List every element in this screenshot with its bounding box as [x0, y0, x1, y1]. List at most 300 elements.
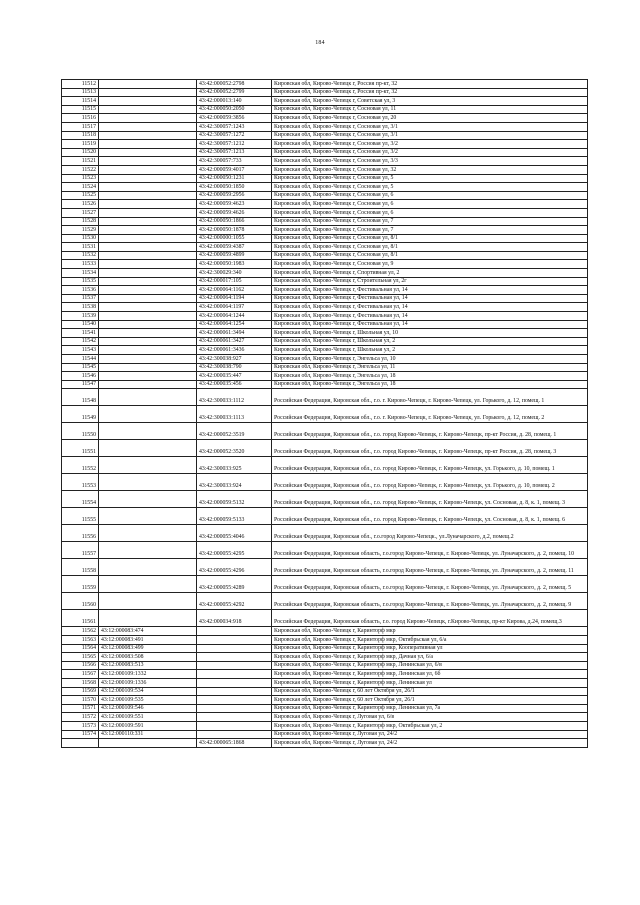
- old-cadastral-number-cell: 43:12:000109:551: [99, 713, 197, 722]
- row-number-cell: 11526: [62, 200, 99, 209]
- table-row: [62, 474, 588, 491]
- old-cadastral-number-cell: 43:12:000109:535: [99, 696, 197, 705]
- old-cadastral-number-cell: [99, 559, 197, 576]
- table-row: [62, 80, 588, 89]
- row-number-cell: 11553: [62, 474, 99, 491]
- cadastral-number-cell: [197, 713, 272, 722]
- old-cadastral-number-cell: [99, 251, 197, 260]
- row-number-cell: 11531: [62, 243, 99, 252]
- row-number-cell: 11527: [62, 208, 99, 217]
- row-number-cell: 11544: [62, 355, 99, 364]
- address-cell: Кировская обл, Кирово-Чепецк г, Сосновая ул, 5: [272, 183, 588, 192]
- row-number-cell: 11565: [62, 653, 99, 662]
- address-cell: Российская Федерация, Кировская обл., г.о. г. Кирово-Чепецк, г. Кирово-Чепецк, ул. Горького, д. 12, помещ. 1: [272, 389, 588, 406]
- row-number-cell: 11516: [62, 114, 99, 123]
- address-cell: Кировская обл, Кирово-Чепецк г, Фестивальная ул, 14: [272, 320, 588, 329]
- row-number-cell: 11559: [62, 576, 99, 593]
- row-number-cell: 11523: [62, 174, 99, 183]
- table-row: [62, 200, 588, 209]
- row-number-cell: 11547: [62, 380, 99, 389]
- table-row: [62, 286, 588, 295]
- old-cadastral-number-cell: [99, 329, 197, 338]
- row-number-cell: 11570: [62, 696, 99, 705]
- table-row: [62, 704, 588, 713]
- cadastral-number-cell: [197, 704, 272, 713]
- cadastral-number-cell: 43:42:000050:1866: [197, 217, 272, 226]
- row-number-cell: 11530: [62, 234, 99, 243]
- cadastral-number-cell: 43:42:000055:4296: [197, 559, 272, 576]
- old-cadastral-number-cell: [99, 312, 197, 321]
- cadastral-number-cell: 43:42:000059:5133: [197, 508, 272, 525]
- cadastral-number-cell: 43:42:000013:140: [197, 97, 272, 106]
- cadastral-number-cell: [197, 730, 272, 739]
- address-cell: Кировская обл, Кирово-Чепецк г, Луговая ул, 24/2: [272, 739, 588, 748]
- address-cell: Кировская обл, Кирово-Чепецк г, Фестивальная ул, 14: [272, 303, 588, 312]
- old-cadastral-number-cell: [99, 294, 197, 303]
- address-cell: Кировская обл, Кирово-Чепецк г, Спортивная ул, 2: [272, 269, 588, 278]
- address-cell: Кировская обл, Кирово-Чепецк г, Сосновая ул, 3/2: [272, 140, 588, 149]
- old-cadastral-number-cell: [99, 286, 197, 295]
- table-row: [62, 131, 588, 140]
- address-cell: Кировская обл, Кирово-Чепецк г, Сосновая ул, 3/1: [272, 122, 588, 131]
- address-cell: Кировская обл, Кирово-Чепецк г, Луговая ул, 6/в: [272, 713, 588, 722]
- table-row: [62, 389, 588, 406]
- table-row: [62, 337, 588, 346]
- cadastral-number-cell: 43:42:300033:925: [197, 457, 272, 474]
- row-number-cell: 11517: [62, 122, 99, 131]
- table-row: [62, 696, 588, 705]
- address-cell: Кировская обл, Кирово-Чепецк г, Советская ул, 3: [272, 97, 588, 106]
- cadastral-number-cell: 43:42:000059:4899: [197, 251, 272, 260]
- row-number-cell: 11541: [62, 329, 99, 338]
- table-row: [62, 346, 588, 355]
- address-cell: Кировская обл, Кирово-Чепецк г, Сосновая ул, 3/3: [272, 157, 588, 166]
- row-number-cell: 11521: [62, 157, 99, 166]
- table-row: [62, 372, 588, 381]
- old-cadastral-number-cell: 43:12:000109:1336: [99, 678, 197, 687]
- old-cadastral-number-cell: [99, 363, 197, 372]
- row-number-cell: 11540: [62, 320, 99, 329]
- table-row: [62, 670, 588, 679]
- table-row: [62, 678, 588, 687]
- old-cadastral-number-cell: [99, 372, 197, 381]
- row-number-cell: 11568: [62, 678, 99, 687]
- cadastral-number-cell: 43:42:000035:456: [197, 380, 272, 389]
- cadastral-number-cell: 43:42:000059:2956: [197, 191, 272, 200]
- table-row: [62, 148, 588, 157]
- old-cadastral-number-cell: [99, 97, 197, 106]
- table-row: [62, 661, 588, 670]
- table-row: [62, 423, 588, 440]
- old-cadastral-number-cell: [99, 474, 197, 491]
- cadastral-number-cell: [197, 661, 272, 670]
- address-cell: Российская Федерация, Кировская область, г.о.город Кирово-Чепецк, г. Кирово-Чепецк, ул. Луначарского, д. 2, помещ. 5: [272, 576, 588, 593]
- table-row: [62, 730, 588, 739]
- table-row: [62, 208, 588, 217]
- row-number-cell: 11561: [62, 610, 99, 627]
- row-number-cell: 11556: [62, 525, 99, 542]
- row-number-cell: 11528: [62, 217, 99, 226]
- row-number-cell: 11518: [62, 131, 99, 140]
- row-number-cell: 11552: [62, 457, 99, 474]
- cadastral-number-cell: [197, 653, 272, 662]
- cadastral-number-cell: [197, 721, 272, 730]
- address-cell: Российская Федерация, Кировская обл., г.о.город Кирово-Чепецк., ул.Луначарского, д.2, помещ.2: [272, 525, 588, 542]
- address-cell: Кировская обл, Кирово-Чепецк г, Сосновая ул, 3/1: [272, 131, 588, 140]
- cadastral-number-cell: 43:42:300033:1112: [197, 389, 272, 406]
- row-number-cell: 11513: [62, 88, 99, 97]
- table-row: [62, 491, 588, 508]
- old-cadastral-number-cell: [99, 131, 197, 140]
- table-row: [62, 635, 588, 644]
- old-cadastral-number-cell: [99, 226, 197, 235]
- cadastral-number-cell: 43:42:000059:5132: [197, 491, 272, 508]
- old-cadastral-number-cell: [99, 157, 197, 166]
- address-cell: Кировская обл, Кирово-Чепецк г, Каринторф мкр, Ленинская ул, 7а: [272, 704, 588, 713]
- address-cell: Кировская обл, Кирово-Чепецк г, Школьная ул, 10: [272, 329, 588, 338]
- row-number-cell: 11545: [62, 363, 99, 372]
- table-row: [62, 226, 588, 235]
- cadastral-number-cell: [197, 670, 272, 679]
- old-cadastral-number-cell: [99, 243, 197, 252]
- cadastral-number-cell: [197, 678, 272, 687]
- address-cell: Кировская обл, Кирово-Чепецк г, 60 лет Октября ул, 26/1: [272, 687, 588, 696]
- table-row: [62, 312, 588, 321]
- old-cadastral-number-cell: [99, 346, 197, 355]
- old-cadastral-number-cell: [99, 389, 197, 406]
- row-number-cell: 11567: [62, 670, 99, 679]
- old-cadastral-number-cell: [99, 217, 197, 226]
- cadastral-number-cell: 43:42:300057:733: [197, 157, 272, 166]
- cadastral-number-cell: 43:42:000061:3494: [197, 329, 272, 338]
- cadastral-number-cell: 43:42:300057:1212: [197, 140, 272, 149]
- old-cadastral-number-cell: 43:12:000083:513: [99, 661, 197, 670]
- old-cadastral-number-cell: [99, 457, 197, 474]
- old-cadastral-number-cell: [99, 208, 197, 217]
- cadastral-number-cell: [197, 687, 272, 696]
- address-cell: Кировская обл, Кирово-Чепецк г, Энгельса ул, 10: [272, 355, 588, 364]
- old-cadastral-number-cell: 43:12:000109:591: [99, 721, 197, 730]
- table-row: [62, 525, 588, 542]
- old-cadastral-number-cell: [99, 303, 197, 312]
- old-cadastral-number-cell: [99, 440, 197, 457]
- cadastral-number-cell: 43:42:000000:1055: [197, 234, 272, 243]
- row-number-cell: 11562: [62, 627, 99, 636]
- old-cadastral-number-cell: [99, 337, 197, 346]
- row-number-cell: 11542: [62, 337, 99, 346]
- cadastral-number-cell: 43:42:000059:4626: [197, 208, 272, 217]
- cadastral-number-cell: 43:42:000059:4387: [197, 243, 272, 252]
- table-row: [62, 406, 588, 423]
- table-row: [62, 243, 588, 252]
- registry-table: [61, 79, 588, 748]
- address-cell: Кировская обл, Кирово-Чепецк г, Сосновая ул, 5: [272, 174, 588, 183]
- table-row: [62, 687, 588, 696]
- old-cadastral-number-cell: [99, 542, 197, 559]
- table-row: [62, 542, 588, 559]
- table-row: [62, 303, 588, 312]
- old-cadastral-number-cell: [99, 234, 197, 243]
- table-row: [62, 251, 588, 260]
- row-number-cell: 11533: [62, 260, 99, 269]
- table-row: [62, 140, 588, 149]
- address-cell: Кировская обл, Кирово-Чепецк г, Энгельса ул, 18: [272, 380, 588, 389]
- table-row: [62, 508, 588, 525]
- table-row: [62, 97, 588, 106]
- table-row: [62, 440, 588, 457]
- table-row: [62, 165, 588, 174]
- row-number-cell: 11571: [62, 704, 99, 713]
- cadastral-number-cell: 43:42:000052:2799: [197, 88, 272, 97]
- cadastral-number-cell: 43:42:300033:1113: [197, 406, 272, 423]
- old-cadastral-number-cell: [99, 191, 197, 200]
- address-cell: Кировская обл, Кирово-Чепецк г, Каринторф мкр, Ленинская ул, 6/в: [272, 661, 588, 670]
- old-cadastral-number-cell: [99, 610, 197, 627]
- cadastral-number-cell: 43:42:000050:1878: [197, 226, 272, 235]
- old-cadastral-number-cell: [99, 114, 197, 123]
- old-cadastral-number-cell: [99, 165, 197, 174]
- cadastral-number-cell: 43:42:000055:4295: [197, 542, 272, 559]
- table-row: [62, 457, 588, 474]
- table-row: [62, 122, 588, 131]
- table-row: [62, 380, 588, 389]
- old-cadastral-number-cell: [99, 200, 197, 209]
- row-number-cell: 11563: [62, 635, 99, 644]
- old-cadastral-number-cell: [99, 423, 197, 440]
- row-number-cell: 11520: [62, 148, 99, 157]
- row-number-cell: 11522: [62, 165, 99, 174]
- cadastral-number-cell: 43:42:000061:3427: [197, 337, 272, 346]
- cadastral-number-cell: 43:42:300057:1213: [197, 148, 272, 157]
- row-number-cell: 11554: [62, 491, 99, 508]
- cadastral-number-cell: 43:42:000050:1231: [197, 174, 272, 183]
- cadastral-number-cell: 43:42:300057:1272: [197, 131, 272, 140]
- cadastral-number-cell: 43:42:000055:4292: [197, 593, 272, 610]
- address-cell: Российская Федерация, Кировская обл., г.о. город Кирово-Чепецк, г. Кирово-Чепецк, ул. Горького, д. 10, помещ. 2: [272, 474, 588, 491]
- row-number-cell: 11532: [62, 251, 99, 260]
- cadastral-number-cell: 43:42:000059:4017: [197, 165, 272, 174]
- address-cell: Кировская обл, Кирово-Чепецк г, Сосновая ул, 8/1: [272, 251, 588, 260]
- address-cell: Кировская обл, Кирово-Чепецк г, Школьная ул, 2: [272, 346, 588, 355]
- old-cadastral-number-cell: [99, 525, 197, 542]
- row-number-cell: 11515: [62, 105, 99, 114]
- address-cell: Кировская обл, Кирово-Чепецк г, 60 лет Октября ул, 26/1: [272, 696, 588, 705]
- table-row: [62, 653, 588, 662]
- cadastral-number-cell: 43:42:000017:105: [197, 277, 272, 286]
- row-number-cell: 11525: [62, 191, 99, 200]
- cadastral-number-cell: 43:42:000052:2798: [197, 80, 272, 89]
- old-cadastral-number-cell: [99, 491, 197, 508]
- table-row: [62, 174, 588, 183]
- old-cadastral-number-cell: 43:12:000083:499: [99, 644, 197, 653]
- old-cadastral-number-cell: [99, 593, 197, 610]
- address-cell: Кировская обл, Кирово-Чепецк г, Каринторф мкр: [272, 627, 588, 636]
- address-cell: Кировская обл, Кирово-Чепецк г, Луговая ул, 24/2: [272, 730, 588, 739]
- old-cadastral-number-cell: [99, 260, 197, 269]
- address-cell: Кировская обл, Кирово-Чепецк г, Россия пр-кт, 32: [272, 80, 588, 89]
- address-cell: Кировская обл, Кирово-Чепецк г, Каринторф мкр, Ленинская ул, 6б: [272, 670, 588, 679]
- old-cadastral-number-cell: [99, 105, 197, 114]
- address-cell: Кировская обл, Кирово-Чепецк г, Сосновая ул, 6: [272, 208, 588, 217]
- old-cadastral-number-cell: [99, 355, 197, 364]
- address-cell: Кировская обл, Кирово-Чепецк г, Фестивальная ул, 14: [272, 312, 588, 321]
- row-number-cell: 11519: [62, 140, 99, 149]
- address-cell: Кировская обл, Кирово-Чепецк г, Сосновая ул, 3/2: [272, 148, 588, 157]
- cadastral-number-cell: 43:42:300033:924: [197, 474, 272, 491]
- address-cell: Кировская обл, Кирово-Чепецк г, Сосновая ул, 9: [272, 260, 588, 269]
- address-cell: Российская Федерация, Кировская обл., г.о. город Кирово-Чепецк, г. Кирово-Чепецк, ул. Сосновая, д. 8, к. 1, помещ. 3: [272, 491, 588, 508]
- address-cell: Кировская обл, Кирово-Чепецк г, Школьная ул, 2: [272, 337, 588, 346]
- cadastral-number-cell: 43:42:300038:927: [197, 355, 272, 364]
- table-row: [62, 217, 588, 226]
- old-cadastral-number-cell: [99, 174, 197, 183]
- table-row: [62, 610, 588, 627]
- address-cell: Кировская обл, Кирово-Чепецк г, Энгельса ул, 11: [272, 363, 588, 372]
- row-number-cell: 11550: [62, 423, 99, 440]
- address-cell: Кировская обл, Кирово-Чепецк г, Сосновая ул, 8/1: [272, 234, 588, 243]
- table-row: [62, 559, 588, 576]
- table-row: [62, 363, 588, 372]
- old-cadastral-number-cell: [99, 88, 197, 97]
- cadastral-number-cell: 43:42:000050:1850: [197, 183, 272, 192]
- table-row: [62, 191, 588, 200]
- table-row: [62, 260, 588, 269]
- cadastral-number-cell: 43:42:300038:790: [197, 363, 272, 372]
- row-number-cell: 11558: [62, 559, 99, 576]
- table-row: [62, 355, 588, 364]
- address-cell: Кировская обл, Кирово-Чепецк г, Каринторф мкр, Кооперативная ул: [272, 644, 588, 653]
- row-number-cell: 11546: [62, 372, 99, 381]
- old-cadastral-number-cell: 43:12:000083:508: [99, 653, 197, 662]
- old-cadastral-number-cell: [99, 80, 197, 89]
- address-cell: Кировская обл, Кирово-Чепецк г, Фестивальная ул, 14: [272, 286, 588, 295]
- row-number-cell: 11551: [62, 440, 99, 457]
- address-cell: Кировская обл, Кирово-Чепецк г, Фестивальная ул, 14: [272, 294, 588, 303]
- table-row: [62, 721, 588, 730]
- cadastral-number-cell: [197, 635, 272, 644]
- table-row: [62, 739, 588, 748]
- row-number-cell: 11534: [62, 269, 99, 278]
- cadastral-number-cell: 43:42:000035:447: [197, 372, 272, 381]
- old-cadastral-number-cell: [99, 277, 197, 286]
- old-cadastral-number-cell: [99, 269, 197, 278]
- cadastral-number-cell: 43:42:000052:3519: [197, 423, 272, 440]
- row-number-cell: 11536: [62, 286, 99, 295]
- cadastral-number-cell: 43:42:300057:1243: [197, 122, 272, 131]
- address-cell: Кировская обл, Кирово-Чепецк г, Сосновая ул, 32: [272, 165, 588, 174]
- cadastral-number-cell: 43:42:000064:1162: [197, 286, 272, 295]
- cadastral-number-cell: 43:42:000061:3436: [197, 346, 272, 355]
- address-cell: Российская Федерация, Кировская область, г.о.город Кирово-Чепецк, г. Кирово-Чепецк, ул. Луначарского, д. 2, помещ. 9: [272, 593, 588, 610]
- table-row: [62, 105, 588, 114]
- address-cell: Кировская обл, Кирово-Чепецк г, Энгельса ул, 18: [272, 372, 588, 381]
- table-row: [62, 277, 588, 286]
- row-number-cell: 11514: [62, 97, 99, 106]
- cadastral-number-cell: 43:42:000050:1983: [197, 260, 272, 269]
- old-cadastral-number-cell: 43:12:000083:491: [99, 635, 197, 644]
- cadastral-number-cell: 43:42:000059:4623: [197, 200, 272, 209]
- address-cell: Российская Федерация, Кировская обл., г.о. город Кирово-Чепецк, г. Кирово-Чепецк, ул. Сосновая, д. 8, к. 1, помещ. 6: [272, 508, 588, 525]
- table-row: [62, 627, 588, 636]
- row-number-cell: 11538: [62, 303, 99, 312]
- row-number-cell: 11564: [62, 644, 99, 653]
- table-row: [62, 269, 588, 278]
- row-number-cell: 11569: [62, 687, 99, 696]
- table-row: [62, 320, 588, 329]
- address-cell: Российская Федерация, Кировская обл., г.о. город Кирово-Чепецк, г. Кирово-Чепецк, пр-кт Россия, д. 28, помещ. 3: [272, 440, 588, 457]
- cadastral-number-cell: 43:42:000064:1194: [197, 294, 272, 303]
- table-row: [62, 329, 588, 338]
- row-number-cell: 11535: [62, 277, 99, 286]
- address-cell: Российская Федерация, Кировская область, г.о. город Кирово-Чепецк, г.Кирово-Чепецк, пр-кт Кирова, д.24, помещ.3: [272, 610, 588, 627]
- table-row: [62, 114, 588, 123]
- row-number-cell: 11566: [62, 661, 99, 670]
- address-cell: Российская Федерация, Кировская область, г.о.город Кирово-Чепецк, г. Кирово-Чепецк, ул. Луначарского, д. 2, помещ. 10: [272, 542, 588, 559]
- address-cell: Российская Федерация, Кировская область, г.о.город Кирово-Чепецк, г. Кирово-Чепецк, ул. Луначарского, д. 2, помещ. 11: [272, 559, 588, 576]
- address-cell: Кировская обл, Кирово-Чепецк г, Сосновая ул, 7: [272, 226, 588, 235]
- row-number-cell: 11548: [62, 389, 99, 406]
- row-number-cell: 11524: [62, 183, 99, 192]
- table-row: [62, 713, 588, 722]
- address-cell: Кировская обл, Кирово-Чепецк г, Каринторф мкр, Октябрьская ул, 6/а: [272, 635, 588, 644]
- cadastral-number-cell: 43:42:000064:1197: [197, 303, 272, 312]
- address-cell: Кировская обл, Кирово-Чепецк г, Россия пр-кт, 32: [272, 88, 588, 97]
- cadastral-number-cell: 43:42:000052:3520: [197, 440, 272, 457]
- old-cadastral-number-cell: [99, 406, 197, 423]
- row-number-cell: 11539: [62, 312, 99, 321]
- old-cadastral-number-cell: [99, 183, 197, 192]
- row-number-cell: 11529: [62, 226, 99, 235]
- row-number-cell: 11574: [62, 730, 99, 739]
- address-cell: Кировская обл, Кирово-Чепецк г, Каринторф мкр, Дачная ул, 6/а: [272, 653, 588, 662]
- row-number-cell: 11557: [62, 542, 99, 559]
- table-row: [62, 294, 588, 303]
- row-number-cell: 11555: [62, 508, 99, 525]
- cadastral-number-cell: 43:42:000064:1254: [197, 320, 272, 329]
- old-cadastral-number-cell: [99, 320, 197, 329]
- row-number-cell: 11573: [62, 721, 99, 730]
- address-cell: Кировская обл, Кирово-Чепецк г, Каринторф мкр, Ленинская ул: [272, 678, 588, 687]
- table-row: [62, 183, 588, 192]
- old-cadastral-number-cell: [99, 576, 197, 593]
- cadastral-number-cell: 43:42:300029:340: [197, 269, 272, 278]
- page-number: 184: [315, 40, 325, 46]
- old-cadastral-number-cell: 43:12:000083:474: [99, 627, 197, 636]
- table-row: [62, 157, 588, 166]
- row-number-cell: 11560: [62, 593, 99, 610]
- address-cell: Кировская обл, Кирово-Чепецк г, Сосновая ул, 8/1: [272, 243, 588, 252]
- old-cadastral-number-cell: 43:12:000110:331: [99, 730, 197, 739]
- old-cadastral-number-cell: [99, 508, 197, 525]
- row-number-cell: [62, 739, 99, 748]
- old-cadastral-number-cell: 43:12:000109:546: [99, 704, 197, 713]
- address-cell: Кировская обл, Кирово-Чепецк г, Сосновая ул, 20: [272, 114, 588, 123]
- address-cell: Кировская обл, Кирово-Чепецк г, Сосновая ул, 11: [272, 105, 588, 114]
- cadastral-number-cell: 43:42:000055:4289: [197, 576, 272, 593]
- cadastral-number-cell: 43:42:000055:4046: [197, 525, 272, 542]
- old-cadastral-number-cell: 43:12:000109:1332: [99, 670, 197, 679]
- cadastral-number-cell: [197, 696, 272, 705]
- cadastral-number-cell: 43:42:000064:1244: [197, 312, 272, 321]
- table-row: [62, 234, 588, 243]
- table-row: [62, 576, 588, 593]
- address-cell: Кировская обл, Кирово-Чепецк г, Сосновая ул, 6: [272, 191, 588, 200]
- address-cell: Российская Федерация, Кировская обл., г.о. г. Кирово-Чепецк, г. Кирово-Чепецк, ул. Горького, д. 12, помещ. 2: [272, 406, 588, 423]
- table-row: [62, 593, 588, 610]
- cadastral-number-cell: [197, 644, 272, 653]
- old-cadastral-number-cell: [99, 122, 197, 131]
- old-cadastral-number-cell: [99, 739, 197, 748]
